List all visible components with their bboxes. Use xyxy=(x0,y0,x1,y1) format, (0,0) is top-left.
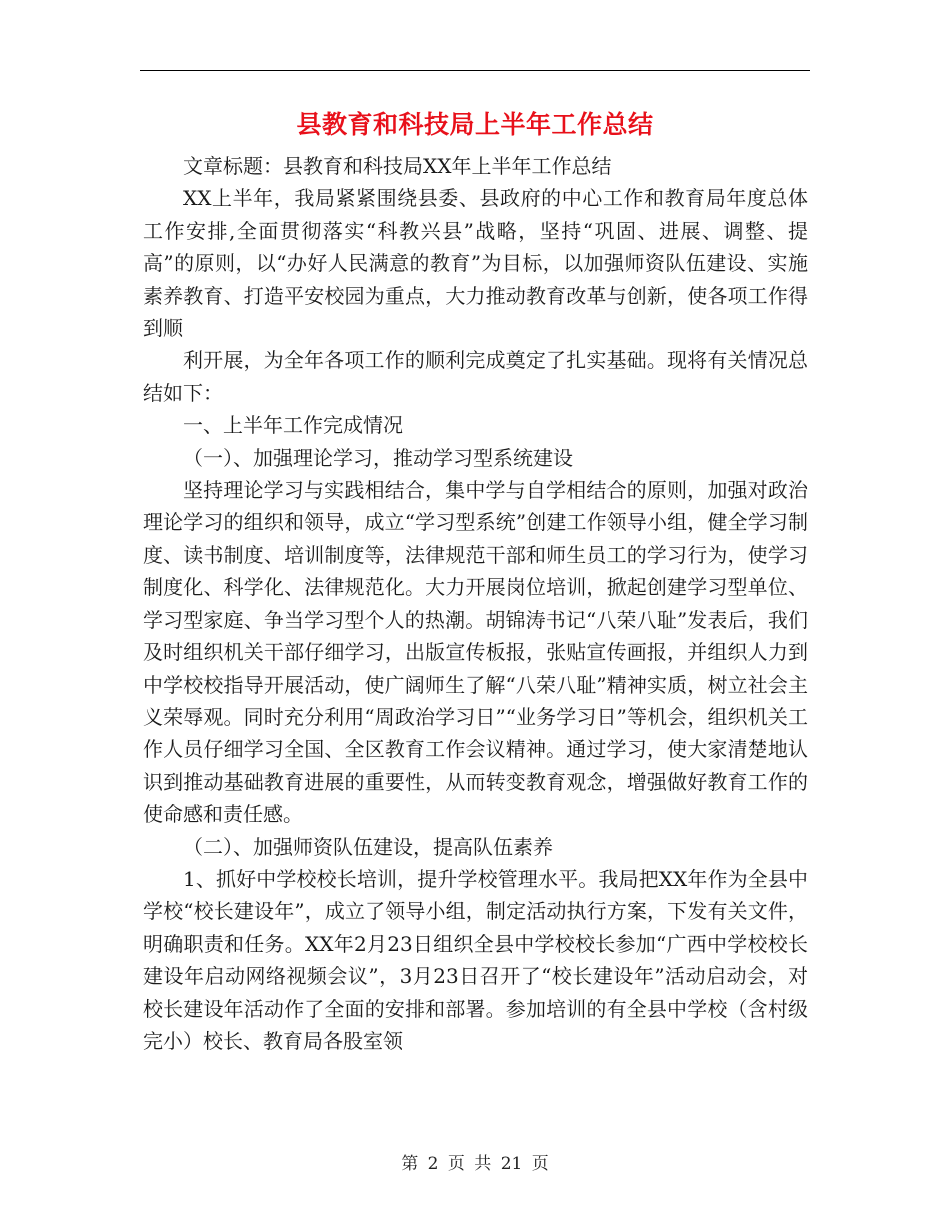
body-paragraph-theory-study: 坚持理论学习与实践相结合，集中学与自学相结合的原则，加强对政治理论学习的组织和领导，成立“学习型系统”创建工作领导小组，健全学习制度、读书制度、培训制度等，法律规范干部和师生员工的学习行为，使学习制度化、科学化、法律规范化。大力开展岗位培训，掀起创建学习型单位、学习型家庭、争当学习型个人的热潮。胡锦涛书记“八荣八耻”发表后，我们及时组织机关干部仔细学习，出版宣传板报，张贴宣传画报，并组织人力到中学校校指导开展活动，使广阔师生了解“八荣八耻”精神实质，树立社会主义荣辱观。同时充分利用“周政治学习日”“业务学习日”等机会，组织机关工作人员仔细学习全国、全区教育工作会议精神。通过学习，使大家清楚地认识到推动基础教育进展的重要性，从而转变教育观念，增强做好教育工作的使命感和责任感。 xyxy=(143,478,808,827)
subsection-heading-1: （一）、加强理论学习，推动学习型系统建设 xyxy=(183,445,573,470)
header-rule xyxy=(140,70,810,71)
document-title: 县教育和科技局上半年工作总结 xyxy=(296,110,654,139)
intro-continuation-paragraph: 利开展，为全年各项工作的顺利完成奠定了扎实基础。现将有关情况总结如下： xyxy=(143,348,808,405)
page-number-footer: 第 2 页 共 21 页 xyxy=(401,1154,549,1174)
body-paragraph-principal-training: 1、抓好中学校校长培训，提升学校管理水平。我局把XX年作为全县中学校“校长建设年”，成立了领导小组，制定活动执行方案，下发有关文件，明确职责和任务。XX年2月23日组织全县中学校校长参加“广西中学校校长建设年启动网络视频会议”，3月23日召开了“校长建设年”活动启动会，对校长建设年活动作了全面的安排和部署。参加培训的有全县中学校（含村级完小）校长、教育局各股室领 xyxy=(143,866,808,1053)
article-title-line: 文章标题：县教育和科技局XX年上半年工作总结 xyxy=(183,154,612,178)
section-heading: 一、上半年工作完成情况 xyxy=(183,413,403,438)
document-body xyxy=(143,150,808,1057)
subsection-heading-2: （二）、加强师资队伍建设，提高队伍素养 xyxy=(183,834,553,859)
intro-paragraph: XX上半年，我局紧紧围绕县委、县政府的中心工作和教育局年度总体工作安排,全面贯彻落实“科教兴县”战略，坚持“巩固、进展、调整、提高”的原则，以“办好人民满意的教育”为目标，以加强师资队伍建设、实施素养教育、打造平安校园为重点，大力推动教育改革与创新，使各项工作得到顺 xyxy=(143,186,808,341)
